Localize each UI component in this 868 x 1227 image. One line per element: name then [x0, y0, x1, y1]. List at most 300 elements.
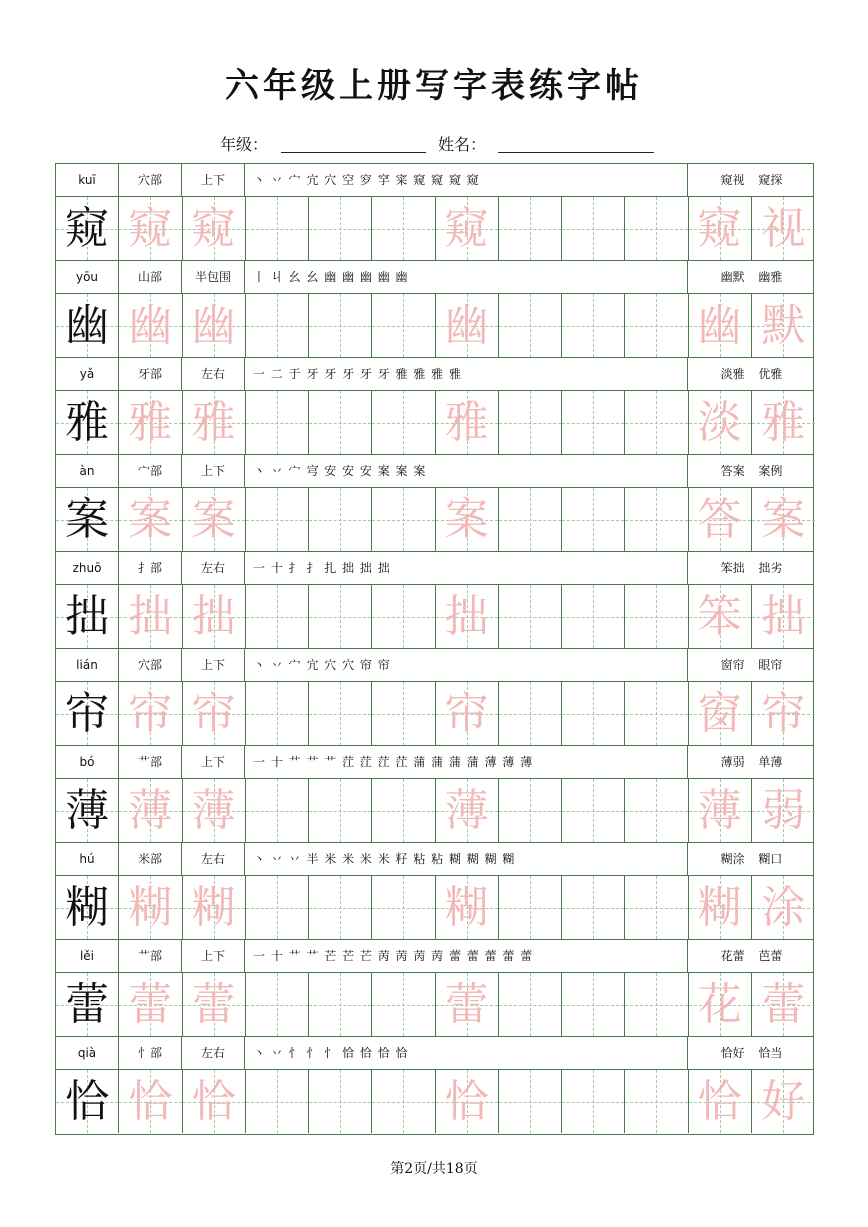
guide-line: [562, 229, 624, 230]
blank-writing-cell[interactable]: [562, 585, 625, 648]
guide-line: [372, 229, 434, 230]
character-info-row: [56, 649, 813, 682]
guide-line: [309, 1102, 371, 1103]
guide-line: [372, 811, 434, 812]
writing-row: [56, 779, 813, 843]
blank-writing-cell[interactable]: [562, 391, 625, 454]
trace-character-cell[interactable]: [436, 488, 499, 551]
blank-writing-cell[interactable]: [562, 779, 625, 842]
character-row: [56, 746, 813, 843]
blank-writing-cell[interactable]: [309, 488, 372, 551]
blank-writing-cell[interactable]: [372, 294, 435, 357]
trace-character: 雅: [128, 397, 173, 448]
trace-character-cell[interactable]: [183, 779, 246, 842]
writing-row: [56, 391, 813, 455]
blank-writing-cell[interactable]: [499, 197, 562, 260]
stroke-order-cell: 丶 丷 忄 忄 忄 恰 恰 恰 恰: [245, 1037, 688, 1070]
pinyin-cell: àn: [56, 455, 119, 488]
pinyin-cell: qià: [56, 1037, 119, 1070]
structure-cell: 半包围: [182, 261, 245, 294]
blank-writing-cell[interactable]: [372, 1070, 435, 1133]
guide-line: [372, 714, 434, 715]
model-character: 案: [65, 494, 110, 545]
blank-writing-cell[interactable]: [499, 876, 562, 939]
pinyin-cell: lián: [56, 649, 119, 682]
blank-writing-cell[interactable]: [625, 779, 688, 842]
guide-line: [372, 908, 434, 909]
character-row: [56, 940, 813, 1037]
blank-writing-cell[interactable]: [246, 973, 309, 1036]
grade-label: 年级：: [220, 135, 269, 154]
blank-writing-cell[interactable]: [625, 876, 688, 939]
trace-character-cell[interactable]: [436, 391, 499, 454]
trace-character: 雅: [191, 397, 236, 448]
structure-cell: 左右: [182, 843, 245, 876]
blank-writing-cell[interactable]: [625, 197, 688, 260]
guide-line: [499, 811, 561, 812]
trace-character: 帘: [444, 688, 489, 739]
radical-cell: 穴部: [119, 164, 182, 197]
guide-line: [372, 326, 434, 327]
structure-cell: 上下: [182, 940, 245, 973]
trace-character: 薄: [444, 785, 489, 836]
stroke-order-cell: 丨 丩 幺 幺 幽 幽 幽 幽 幽: [245, 261, 688, 294]
trace-character: 恰: [444, 1076, 489, 1127]
blank-writing-cell[interactable]: [246, 876, 309, 939]
writing-row: [56, 488, 813, 552]
character-row: [56, 164, 813, 261]
stroke-order-cell: 丶 丷 宀 宆 安 安 安 案 案 案: [245, 455, 688, 488]
name-label: 姓名：: [438, 135, 487, 154]
character-row: [56, 261, 813, 358]
blank-writing-cell[interactable]: [246, 585, 309, 648]
trace-character: 恰: [128, 1076, 173, 1127]
guide-line: [499, 617, 561, 618]
trace-character: 拙: [761, 591, 806, 642]
words-cell: 窥视 窥探: [720, 173, 783, 187]
guide-line: [309, 423, 371, 424]
character-row: [56, 358, 813, 455]
trace-character: 糊: [444, 882, 489, 933]
model-character: 拙: [65, 591, 110, 642]
trace-character: 窥: [128, 203, 173, 254]
trace-word-cell[interactable]: [689, 391, 752, 454]
words-cell: 窗帘 眼帘: [720, 658, 783, 672]
stroke-order-cell: 丶 丷 宀 宂 穴 空 穸 穻 寀 窥 窥 窥 窥: [245, 164, 688, 197]
trace-character-cell[interactable]: [436, 585, 499, 648]
trace-character: 窥: [444, 203, 489, 254]
trace-word-cell[interactable]: [689, 197, 752, 260]
trace-character: 拙: [191, 591, 236, 642]
model-character: 薄: [65, 785, 110, 836]
model-character: 帘: [65, 688, 110, 739]
trace-character: 糊: [697, 882, 742, 933]
guide-line: [625, 1005, 687, 1006]
trace-word-cell[interactable]: [689, 876, 752, 939]
blank-writing-cell[interactable]: [372, 973, 435, 1036]
blank-writing-cell[interactable]: [499, 391, 562, 454]
blank-writing-cell[interactable]: [246, 1070, 309, 1133]
trace-word-cell[interactable]: [752, 973, 815, 1036]
trace-word-cell[interactable]: [752, 876, 815, 939]
words-cell: 糊涂 糊口: [720, 852, 783, 866]
model-character-cell: [56, 1070, 119, 1133]
character-row: [56, 843, 813, 940]
trace-character: 雅: [761, 397, 806, 448]
character-info-row: [56, 455, 813, 488]
pinyin-cell: yǎ: [56, 358, 119, 391]
guide-line: [499, 714, 561, 715]
character-info-row: [56, 940, 813, 973]
blank-writing-cell[interactable]: [499, 488, 562, 551]
trace-character: 案: [761, 494, 806, 545]
trace-character: 蕾: [128, 979, 173, 1030]
trace-character-cell[interactable]: [436, 876, 499, 939]
blank-writing-cell[interactable]: [625, 391, 688, 454]
trace-character: 蕾: [761, 979, 806, 1030]
trace-character: 答: [697, 494, 742, 545]
stroke-order-cell: 丶 丷 丷 半 米 米 米 米 籽 粘 粘 糊 糊 糊 糊: [245, 843, 688, 876]
guide-line: [625, 229, 687, 230]
trace-character-cell[interactable]: [183, 585, 246, 648]
trace-word-cell[interactable]: [689, 585, 752, 648]
guide-line: [499, 1102, 561, 1103]
trace-character: 笨: [697, 591, 742, 642]
blank-writing-cell[interactable]: [625, 1070, 688, 1133]
blank-writing-cell[interactable]: [499, 682, 562, 745]
model-character-cell: [56, 391, 119, 454]
trace-word-cell[interactable]: [752, 1070, 815, 1133]
guide-line: [309, 908, 371, 909]
structure-cell: 左右: [182, 358, 245, 391]
radical-cell: 米部: [119, 843, 182, 876]
words-cell: 答案 案例: [720, 464, 783, 478]
writing-row: [56, 682, 813, 746]
guide-line: [562, 908, 624, 909]
stroke-order-cell: 一 二 于 牙 牙 牙 牙 牙 雅 雅 雅 雅: [245, 358, 688, 391]
trace-character: 帘: [761, 688, 806, 739]
structure-cell: 上下: [182, 649, 245, 682]
model-character-cell: [56, 779, 119, 842]
trace-character: 窥: [191, 203, 236, 254]
blank-writing-cell[interactable]: [625, 973, 688, 1036]
guide-line: [499, 229, 561, 230]
blank-writing-cell[interactable]: [309, 682, 372, 745]
trace-character-cell[interactable]: [183, 682, 246, 745]
trace-character: 蕾: [191, 979, 236, 1030]
trace-character: 拙: [128, 591, 173, 642]
practice-grid: [55, 163, 814, 1135]
trace-character-cell[interactable]: [119, 779, 182, 842]
trace-word-cell[interactable]: [752, 197, 815, 260]
blank-writing-cell[interactable]: [499, 294, 562, 357]
trace-character-cell[interactable]: [436, 294, 499, 357]
trace-word-cell[interactable]: [689, 682, 752, 745]
guide-line: [246, 326, 308, 327]
blank-writing-cell[interactable]: [309, 779, 372, 842]
page-title: 六年级上册写字表练字帖: [225, 66, 643, 106]
structure-cell: 上下: [182, 164, 245, 197]
blank-writing-cell[interactable]: [309, 391, 372, 454]
radical-cell: 牙部: [119, 358, 182, 391]
guide-line: [246, 617, 308, 618]
trace-character-cell[interactable]: [183, 1070, 246, 1133]
trace-word-cell[interactable]: [689, 294, 752, 357]
trace-word-cell[interactable]: [752, 779, 815, 842]
pinyin-cell: kuī: [56, 164, 119, 197]
guide-line: [499, 908, 561, 909]
guide-line: [499, 1005, 561, 1006]
blank-writing-cell[interactable]: [625, 488, 688, 551]
structure-cell: 左右: [182, 1037, 245, 1070]
blank-writing-cell[interactable]: [562, 488, 625, 551]
blank-writing-cell[interactable]: [309, 876, 372, 939]
model-character-cell: [56, 876, 119, 939]
trace-character-cell[interactable]: [183, 294, 246, 357]
trace-character-cell[interactable]: [119, 391, 182, 454]
trace-word-cell[interactable]: [689, 1070, 752, 1133]
blank-writing-cell[interactable]: [499, 973, 562, 1036]
trace-character-cell[interactable]: [436, 1070, 499, 1133]
model-character-cell: [56, 488, 119, 551]
blank-writing-cell[interactable]: [309, 973, 372, 1036]
guide-line: [309, 714, 371, 715]
trace-word-cell[interactable]: [752, 682, 815, 745]
structure-cell: 上下: [182, 455, 245, 488]
trace-character-cell[interactable]: [119, 973, 182, 1036]
page-number: 第2页/共18页: [390, 1161, 478, 1177]
blank-writing-cell[interactable]: [309, 294, 372, 357]
trace-character: 案: [128, 494, 173, 545]
blank-writing-cell[interactable]: [499, 585, 562, 648]
guide-line: [562, 423, 624, 424]
trace-character: 拙: [444, 591, 489, 642]
stroke-order-cell: 丶 丷 宀 宂 穴 穴 帘 帘: [245, 649, 688, 682]
guide-line: [562, 714, 624, 715]
guide-line: [246, 908, 308, 909]
model-character-cell: [56, 294, 119, 357]
character-row: [56, 455, 813, 552]
pinyin-cell: zhuō: [56, 552, 119, 585]
blank-writing-cell[interactable]: [562, 682, 625, 745]
trace-word-cell[interactable]: [689, 973, 752, 1036]
trace-character: 涂: [761, 882, 806, 933]
blank-writing-cell[interactable]: [562, 876, 625, 939]
trace-character-cell[interactable]: [436, 197, 499, 260]
model-character: 雅: [65, 397, 110, 448]
character-row: [56, 649, 813, 746]
trace-word-cell[interactable]: [752, 294, 815, 357]
character-info-row: [56, 261, 813, 294]
character-row: [56, 552, 813, 649]
trace-character: 糊: [191, 882, 236, 933]
blank-writing-cell[interactable]: [625, 294, 688, 357]
blank-writing-cell[interactable]: [562, 197, 625, 260]
trace-character: 窗: [697, 688, 742, 739]
trace-character-cell[interactable]: [183, 973, 246, 1036]
trace-character-cell[interactable]: [119, 876, 182, 939]
radical-cell: 宀部: [119, 455, 182, 488]
character-info-row: [56, 746, 813, 779]
guide-line: [625, 326, 687, 327]
words-cell: 薄弱 单薄: [720, 755, 783, 769]
model-character-cell: [56, 585, 119, 648]
guide-line: [246, 811, 308, 812]
guide-line: [246, 1005, 308, 1006]
trace-character-cell[interactable]: [119, 1070, 182, 1133]
radical-cell: 穴部: [119, 649, 182, 682]
trace-word-cell[interactable]: [752, 488, 815, 551]
trace-character: 视: [761, 203, 806, 254]
guide-line: [625, 1102, 687, 1103]
character-row: [56, 1037, 813, 1134]
stroke-order-cell: 一 十 艹 艹 芒 芒 芒 苪 苪 苪 苪 蕾 蕾 蕾 蕾 蕾: [245, 940, 688, 973]
writing-row: [56, 585, 813, 649]
words-cell: 恰好 恰当: [720, 1046, 783, 1060]
trace-word-cell[interactable]: [752, 391, 815, 454]
character-info-row: [56, 552, 813, 585]
radical-cell: 艹部: [119, 746, 182, 779]
trace-character-cell[interactable]: [183, 391, 246, 454]
blank-writing-cell[interactable]: [372, 585, 435, 648]
guide-line: [625, 811, 687, 812]
trace-character: 好: [761, 1076, 806, 1127]
guide-line: [562, 811, 624, 812]
trace-character-cell[interactable]: [183, 197, 246, 260]
blank-writing-cell[interactable]: [246, 391, 309, 454]
blank-writing-cell[interactable]: [562, 1070, 625, 1133]
character-info-row: [56, 843, 813, 876]
blank-writing-cell[interactable]: [246, 779, 309, 842]
writing-row: [56, 294, 813, 358]
pinyin-cell: lěi: [56, 940, 119, 973]
guide-line: [562, 520, 624, 521]
guide-line: [499, 423, 561, 424]
trace-character: 淡: [697, 397, 742, 448]
trace-character: 帘: [128, 688, 173, 739]
guide-line: [246, 520, 308, 521]
trace-character: 恰: [191, 1076, 236, 1127]
character-info-row: [56, 358, 813, 391]
blank-writing-cell[interactable]: [309, 197, 372, 260]
trace-character-cell[interactable]: [119, 585, 182, 648]
trace-character-cell[interactable]: [436, 779, 499, 842]
blank-writing-cell[interactable]: [372, 779, 435, 842]
guide-line: [246, 229, 308, 230]
blank-writing-cell[interactable]: [562, 973, 625, 1036]
guide-line: [499, 326, 561, 327]
guide-line: [309, 229, 371, 230]
guide-line: [309, 1005, 371, 1006]
guide-line: [562, 617, 624, 618]
guide-line: [625, 908, 687, 909]
trace-word-cell[interactable]: [689, 779, 752, 842]
guide-line: [372, 1005, 434, 1006]
character-info-row: [56, 164, 813, 197]
grade-blank[interactable]: [281, 152, 426, 153]
guide-line: [246, 423, 308, 424]
blank-writing-cell[interactable]: [625, 682, 688, 745]
trace-character-cell[interactable]: [119, 488, 182, 551]
guide-line: [372, 1102, 434, 1103]
blank-writing-cell[interactable]: [499, 1070, 562, 1133]
trace-character: 恰: [697, 1076, 742, 1127]
blank-writing-cell[interactable]: [309, 585, 372, 648]
trace-character-cell[interactable]: [183, 876, 246, 939]
blank-writing-cell[interactable]: [372, 391, 435, 454]
guide-line: [562, 1102, 624, 1103]
blank-writing-cell[interactable]: [372, 682, 435, 745]
words-cell: 笨拙 拙劣: [720, 561, 783, 575]
trace-character-cell[interactable]: [436, 682, 499, 745]
blank-writing-cell[interactable]: [372, 876, 435, 939]
trace-character-cell[interactable]: [183, 488, 246, 551]
trace-character-cell[interactable]: [119, 682, 182, 745]
name-blank[interactable]: [498, 152, 654, 153]
blank-writing-cell[interactable]: [246, 294, 309, 357]
character-info-row: [56, 1037, 813, 1070]
blank-writing-cell[interactable]: [246, 488, 309, 551]
guide-line: [625, 714, 687, 715]
model-character: 幽: [65, 300, 110, 351]
trace-character-cell[interactable]: [119, 197, 182, 260]
guide-line: [309, 520, 371, 521]
structure-cell: 左右: [182, 552, 245, 585]
words-cell: 幽默 幽雅: [720, 270, 783, 284]
guide-line: [309, 811, 371, 812]
blank-writing-cell[interactable]: [246, 682, 309, 745]
trace-character: 薄: [128, 785, 173, 836]
blank-writing-cell[interactable]: [562, 294, 625, 357]
guide-line: [625, 423, 687, 424]
radical-cell: 扌部: [119, 552, 182, 585]
structure-cell: 上下: [182, 746, 245, 779]
blank-writing-cell[interactable]: [372, 197, 435, 260]
model-character: 窥: [65, 203, 110, 254]
writing-row: [56, 973, 813, 1037]
pinyin-cell: hú: [56, 843, 119, 876]
stroke-order-cell: 一 十 扌 扌 扎 拙 拙 拙: [245, 552, 688, 585]
blank-writing-cell[interactable]: [372, 488, 435, 551]
blank-writing-cell[interactable]: [499, 779, 562, 842]
trace-character: 窥: [697, 203, 742, 254]
trace-character: 花: [697, 979, 742, 1030]
guide-line: [246, 1102, 308, 1103]
blank-writing-cell[interactable]: [625, 585, 688, 648]
guide-line: [562, 1005, 624, 1006]
blank-writing-cell[interactable]: [246, 197, 309, 260]
model-character-cell: [56, 197, 119, 260]
model-character: 蕾: [65, 979, 110, 1030]
blank-writing-cell[interactable]: [309, 1070, 372, 1133]
model-character-cell: [56, 682, 119, 745]
trace-character-cell[interactable]: [119, 294, 182, 357]
guide-line: [372, 520, 434, 521]
trace-character: 薄: [191, 785, 236, 836]
pinyin-cell: bó: [56, 746, 119, 779]
writing-row: [56, 876, 813, 940]
trace-character-cell[interactable]: [436, 973, 499, 1036]
trace-word-cell[interactable]: [689, 488, 752, 551]
guide-line: [499, 520, 561, 521]
words-cell: 淡雅 优雅: [720, 367, 783, 381]
model-character: 恰: [65, 1076, 110, 1127]
guide-line: [562, 326, 624, 327]
trace-character: 蕾: [444, 979, 489, 1030]
trace-word-cell[interactable]: [752, 585, 815, 648]
trace-character: 默: [761, 300, 806, 351]
trace-character: 糊: [128, 882, 173, 933]
